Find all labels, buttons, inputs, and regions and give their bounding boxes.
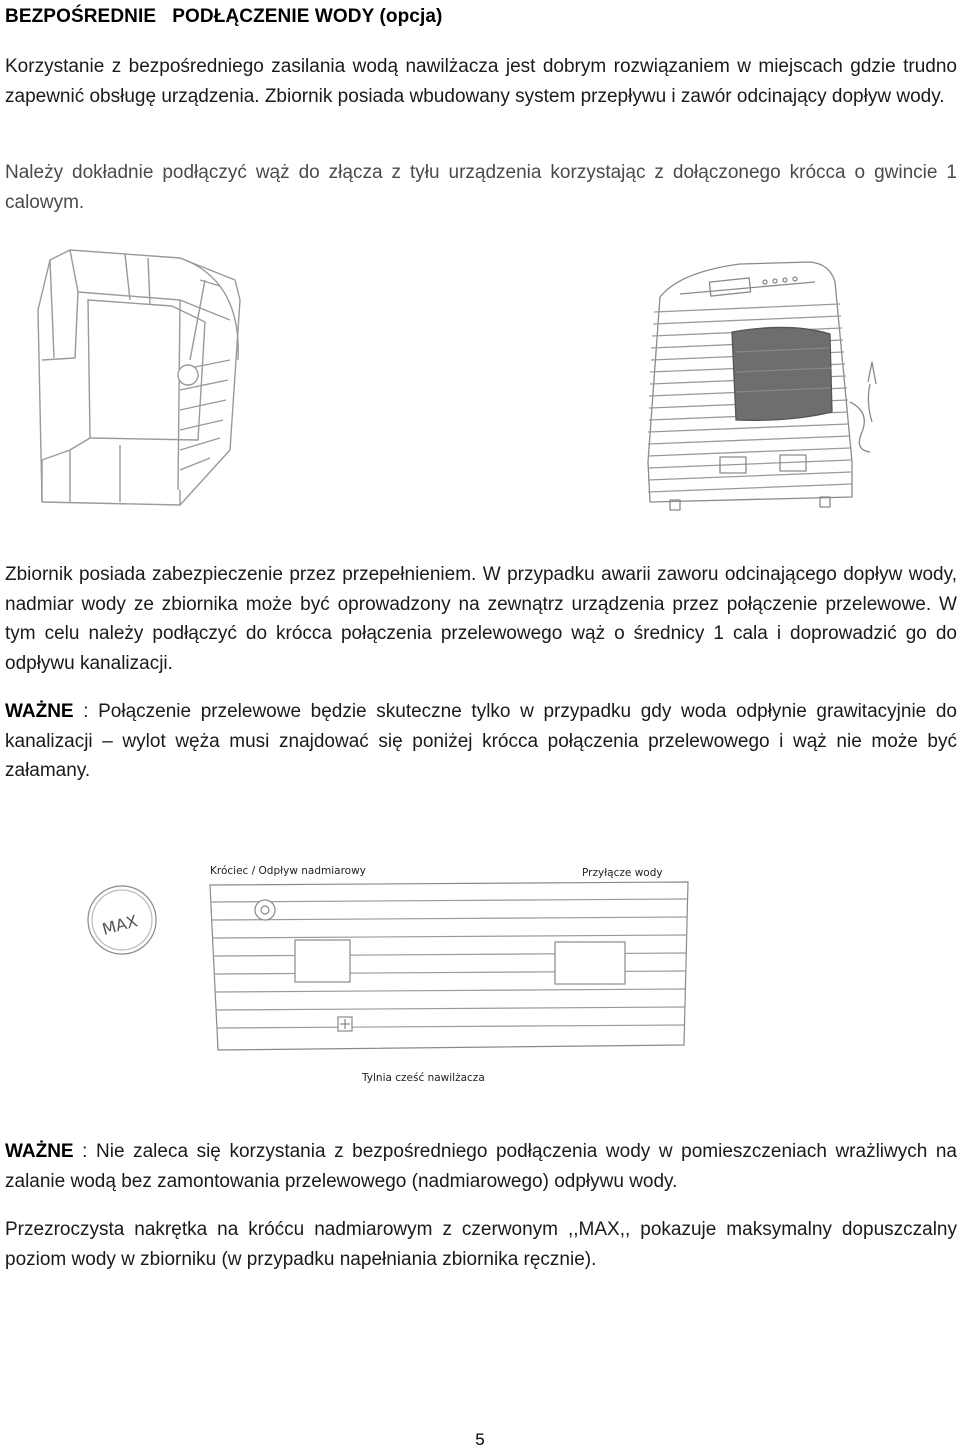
back-side-label: Tylnia cześć nawilżacza — [362, 1072, 485, 1084]
bottom-port-icon — [338, 1017, 352, 1031]
hose-connection-paragraph: Należy dokładnie podłączyć wąż do złącza z tyłu urządzenia korzystając z dołączonego krócca o gwincie 1 calowym. — [5, 162, 957, 213]
humidifier-illustration — [640, 252, 880, 532]
max-cap-text: MAX — [100, 911, 140, 939]
important-label: WAŻNE — [5, 701, 74, 722]
max-cap-icon — [88, 886, 156, 954]
page-number: 5 — [475, 1430, 485, 1449]
important-note-text-2: : Nie zaleca się korzystania z bezpośredniego podłączenia wody w pomieszczeniach wrażliwych na zalanie wodą bez zamontowania przelewowego (nadmiarowego) odpływu wody. — [5, 1141, 957, 1192]
important-note-text: : Połączenie przelewowe będzie skuteczne tylko w przypadku gdy woda odpłynie grawitacyjnie do kanalizacji – wylot węża musi znajdować się poniżej krócca połączenia przelewowego i wąż nie może być załamany. — [5, 701, 957, 781]
section-heading: BEZPOŚREDNIE PODŁĄCZENIE WODY (opcja) — [5, 6, 443, 27]
important-note-paragraph-2 — [5, 1137, 957, 1196]
water-tank-illustration — [30, 240, 280, 520]
water-inlet-label: Przyłącze wody — [582, 867, 663, 879]
back-side-diagram — [80, 850, 700, 1090]
overflow-protection-paragraph: Zbiornik posiada zabezpieczenie przez przepełnieniem. W przypadku awarii zaworu odcinającego dopływ wody, nadmiar wody ze zbiornika może być oprowadzony na zewnątrz urządzenia przez połączenie przelewowe. W tym celu należy podłączyć do krócca połączenia przelewowego wąż o średnicy 1 cala i doprowadzić go do odpływu kanalizacji. — [5, 564, 957, 674]
overflow-outlet-label: Króciec / Odpływ nadmiarowy — [210, 865, 366, 877]
important-label-2: WAŻNE — [5, 1141, 74, 1162]
max-cap-paragraph: Przezroczysta nakrętka na króćcu nadmiarowym z czerwonym ,,MAX,, pokazuje maksymalny dopuszczalny poziom wody w zbiorniku (w przypadku napełniania zbiornika ręcznie). — [5, 1219, 957, 1270]
important-note-paragraph-1 — [5, 697, 957, 786]
intro-paragraph: Korzystanie z bezpośredniego zasilania wodą nawilżacza jest dobrym rozwiązaniem w miejscach gdzie trudno zapewnić obsługę urządzenia. Zbiornik posiada wbudowany system przepływu i zawór odcinający dopływ wody. — [5, 56, 957, 107]
overflow-port-icon — [255, 900, 275, 920]
